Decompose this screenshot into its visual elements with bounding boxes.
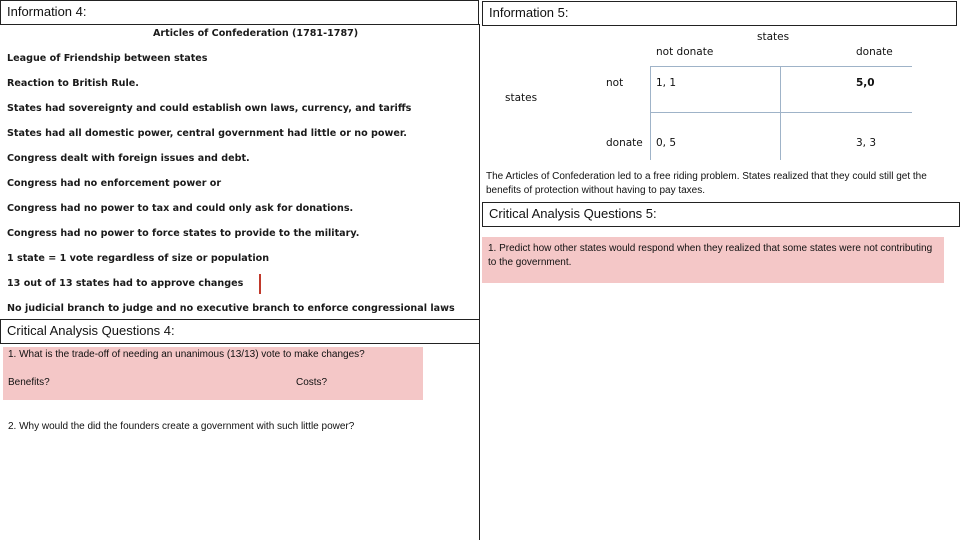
info-4-title: Information 4:: [7, 4, 87, 19]
col-label: not donate: [656, 46, 714, 58]
fact-item: 1 state = 1 vote regardless of size or population: [7, 253, 270, 264]
fact-item: League of Friendship between states: [7, 53, 208, 64]
payoff-cell: 1, 1: [656, 77, 677, 89]
cq-5-question-1: 1. Predict how other states would respond when they realized that some states were not contributing to the government.: [488, 243, 933, 268]
fact-item: Reaction to British Rule.: [7, 78, 139, 89]
row-player-label: states: [505, 92, 538, 104]
info-5-header: [482, 1, 957, 26]
row-label: not: [606, 77, 624, 89]
payoff-cell: 0, 5: [656, 137, 677, 149]
cq-4-title: Critical Analysis Questions 4:: [7, 323, 175, 338]
info-4-header: [0, 0, 479, 25]
articles-title: Articles of Confederation (1781-1787): [153, 28, 359, 39]
cq-5-header: [482, 202, 960, 227]
fact-item: Congress dealt with foreign issues and debt.: [7, 153, 250, 164]
fact-item: 13 out of 13 states had to approve changes: [7, 278, 244, 289]
benefits-label: Benefits?: [8, 377, 50, 388]
fact-item: States had sovereignty and could establish own laws, currency, and tariffs: [7, 103, 412, 114]
fact-item: States had all domestic power, central government had little or no power.: [7, 128, 407, 139]
row-label: donate: [606, 137, 643, 149]
cq-4-header: [0, 319, 480, 344]
fact-item: Congress had no power to tax and could only ask for donations.: [7, 203, 354, 214]
cq-4-question-1: 1. What is the trade-off of needing an unanimous (13/13) vote to make changes?: [8, 349, 365, 360]
payoff-cell: 5,0: [856, 77, 875, 89]
payoff-cell: 3, 3: [856, 137, 877, 149]
info-5-title: Information 5:: [489, 5, 569, 20]
info-5-paragraph: The Articles of Confederation led to a free riding problem. States realized that they could still get the benefits of protection without having to pay taxes.: [486, 171, 927, 196]
column-divider: [479, 24, 480, 540]
grid-line: [650, 112, 912, 113]
fact-item: Congress had no power to force states to provide to the military.: [7, 228, 360, 239]
fact-item: No judicial branch to judge and no executive branch to enforce congressional laws: [7, 303, 455, 314]
cq-4-question-2: 2. Why would the did the founders create a government with such little power?: [8, 421, 355, 432]
cq-5-title: Critical Analysis Questions 5:: [489, 206, 657, 221]
fact-item: Congress had no enforcement power or: [7, 178, 222, 189]
grid-line: [650, 66, 912, 67]
col-label: donate: [856, 46, 893, 58]
grid-line: [650, 66, 651, 160]
col-player-label: states: [757, 31, 790, 43]
costs-label: Costs?: [296, 377, 328, 388]
text-cursor: [259, 274, 261, 294]
grid-line: [780, 66, 781, 160]
